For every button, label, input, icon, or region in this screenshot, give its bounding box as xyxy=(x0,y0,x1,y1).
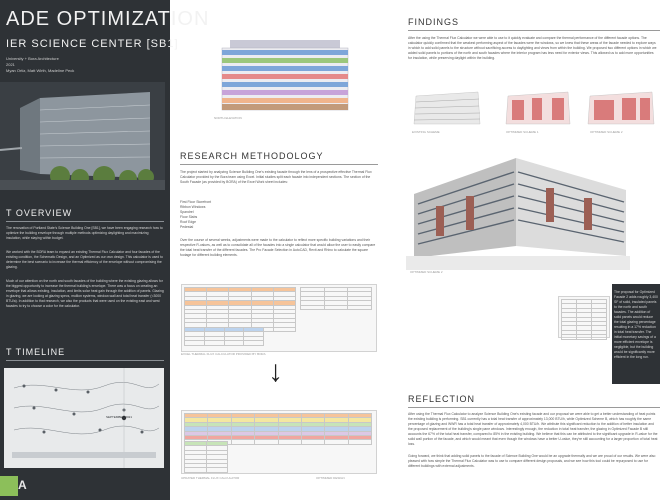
list-item: Spandrel xyxy=(180,210,194,214)
project-overview-heading: T OVERVIEW xyxy=(6,208,73,218)
findings-paragraph: After the using the Thermal Flux Calculator we were able to use to it quickly evaluate and compare the thermal performance of the different facade options. The calculator quickly confirmed that the weakest performing aspect of the facades were the windows, so we knew that these areas of the facade needed to explore ways in which to add solid panels to the structure without sacrificing access to daylighting and views from within the building. We proposed two different options in which we added solid panels to portions of the north and south facades where the interior program has less need for exterior views. This allowed us to add more opportunities for insulation, while preserving daylight within the building. xyxy=(408,36,657,60)
excel-calculator-caption: EXCEL THERMAL FLUX CALCULATOR PROVIDED BY BORA xyxy=(181,352,266,356)
list-item: Ribbon Windows xyxy=(180,205,206,209)
existing-scheme-caption: EXISTING SCHEME xyxy=(412,130,440,134)
timeline-marker-label: SEPTEMBER 2021 xyxy=(106,415,133,419)
hero-building-image xyxy=(0,82,165,190)
research-methodology-heading: RESEARCH METHODOLOGY xyxy=(180,151,324,161)
facade-sections-list xyxy=(180,200,211,230)
excel-calculator-sheet xyxy=(181,284,377,352)
overview-paragraph-1: The renovation of Portland State's Science Building One [SB1], we have been engaging research how to optimize the building envelope through multiple methods optimizing daylighting and maximizing insulation, while staying within budget. xyxy=(6,226,163,240)
down-arrow-icon: ↓ xyxy=(268,355,283,388)
reflection-paragraph-2: Going forward, we think that adding solid panels to the facade of Science Building One would be an upgrade thermally and we are proud of our results. We were also pleased with how simple the Thermal Flux Calculator was to use to compare different design proposals, and we see how this tool could be repurposed to use for different buildings with external adjustments. xyxy=(408,454,656,468)
list-item: Roof Edge xyxy=(180,220,197,224)
methodology-paragraph-1: The project started by analyzing Science Building One's existing facade through the lens of a prospective effective Thermal Flux Calculator provided by the Bora team using Excel. Initial studies split each facade into independent sections. The section of the South Facade (as provided by BORA) of the Excel Work sheet includes: xyxy=(180,170,372,184)
scheme-2-data-table xyxy=(558,296,610,338)
project-timeline-heading: T TIMELINE xyxy=(6,347,66,357)
timeline-divider xyxy=(6,360,164,361)
poster-subtitle: IER SCIENCE CENTER [SB1] xyxy=(6,38,179,50)
updated-summary-grid xyxy=(184,441,228,473)
logo-letter: A xyxy=(18,478,27,492)
excel-summary-grid xyxy=(300,287,372,310)
north-elevation-caption: NORTH ELEVATION xyxy=(214,116,242,120)
logo-green-accent xyxy=(0,476,18,496)
findings-divider xyxy=(408,30,660,31)
credits-line-3: Myan Ortiz, Matt Wirth, Madeline Peck xyxy=(6,68,75,73)
findings-heading: FINDINGS xyxy=(408,17,460,27)
reflection-paragraph-1: After using the Thermal Flux Calculator to analyze Science Building One's existing facade and our proposal we were able to get a better understanding of heat points the existing building is performing. SB1 currently has a total heat transfer of approximately 13,000 BTU/h, while Optimized Scheme B, which has roughly the same percentage of glazing and WWR has a total heat transfer of approximately 4,000 BTU/h. We attribute this significant reduction to the addition of better insulation and the proposed replacement of the building's single pane windows. Interestingly enough, the reduction in total heat transfer, the glazing in Optimized Facade B still accounts the 67% of the total heat transfer, compared to 85% in the existing building. We believe that this can be attributed to the significant upgrade in R-value for the solid wall portion of the facade, and which would meant that even though the windows have a better U-value, they're still accounting for a larger proportion of total heat loss. xyxy=(408,412,658,446)
updated-sheet-grid xyxy=(184,413,372,445)
updated-calculator-caption: UPDATED THERMAL FLUX CALCULATOR xyxy=(181,476,240,480)
credits-line-2: 2021 xyxy=(6,62,15,67)
updated-calculator-sheet xyxy=(181,410,377,474)
excel-totals-grid xyxy=(184,327,264,346)
scheme-2-summary-text: The proposal for Optimized Facade 2 adds roughly 3,400 SF of solid, insulated panels to the north and south facades. The addition of solid panels would reduce the total glazing percentage resulting in a 17% reduction in total heat transfer. The initial monetary savings of a more efficient envelope is negligible, but the building would be significantly more efficient in the long run. xyxy=(614,290,658,359)
optimized-design-caption: OPTIMIZED DESIGN xyxy=(316,476,345,480)
excel-sheet-grid xyxy=(184,287,296,332)
scheme-2-data-grid xyxy=(561,299,607,340)
methodology-divider xyxy=(180,164,378,165)
poster-title: ADE OPTIMIZATION xyxy=(6,8,210,30)
overview-divider xyxy=(6,221,164,222)
render-caption: OPTIMIZED SCHEME 2 xyxy=(410,270,443,274)
overview-paragraph-2: We worked with the BORA team to expand an existing Thermal Flux Calculator and four facades of the existing condition, the Schematic Design, and an Optimized as our own design. This calculator is used to determine the best scenario to increase the thermal efficiency of the envelope without compromising the glazing. xyxy=(6,250,163,269)
credits-line-1: University + Bora Architecture xyxy=(6,56,59,61)
list-item: Pedestal xyxy=(180,225,194,229)
list-item: First Floor Storefront xyxy=(180,200,212,204)
reflection-divider xyxy=(408,407,660,408)
facade-scheme-comparison xyxy=(408,84,660,130)
overview-paragraph-3: Much of our attention on the north and south facades of the building where the existing glazing allows for the biggest opportunity to increase the thermal building's envelope. There was a focus on creating an envelope that allows existing, insulation, and limits solar heat gain through the addition of panels. Glazing in glazing, we are looking at glazing specs, mullion systems, window-wall and total heat transfer (<3000 BTU/a). In addition to that research, we also the products that were used on the existing east and west facades to try to choose a color for the calculator. xyxy=(6,279,164,308)
scheme-1-caption: OPTIMIZED SCHEME 1 xyxy=(506,130,539,134)
scheme-2-caption: OPTIMIZED SCHEME 2 xyxy=(590,130,623,134)
methodology-paragraph-2: Over the course of several weeks, adjustments were made to the calculator to reflect more specific building variations and their respective R-values, as well as to consolidate all of the facades into a single calculator that would allow the user to easily compare the total heat transfer of the different facades. The Pro Facade Selection in AutoCAD, Revit and Rhino to calculate the square footage for different building elements. xyxy=(180,238,376,257)
reflection-heading: REFLECTION xyxy=(408,394,476,404)
north-elevation-drawing xyxy=(210,32,360,114)
list-item: Floor Slabs xyxy=(180,215,198,219)
timeline-diagram xyxy=(4,368,164,468)
optimized-scheme-render xyxy=(406,150,630,270)
